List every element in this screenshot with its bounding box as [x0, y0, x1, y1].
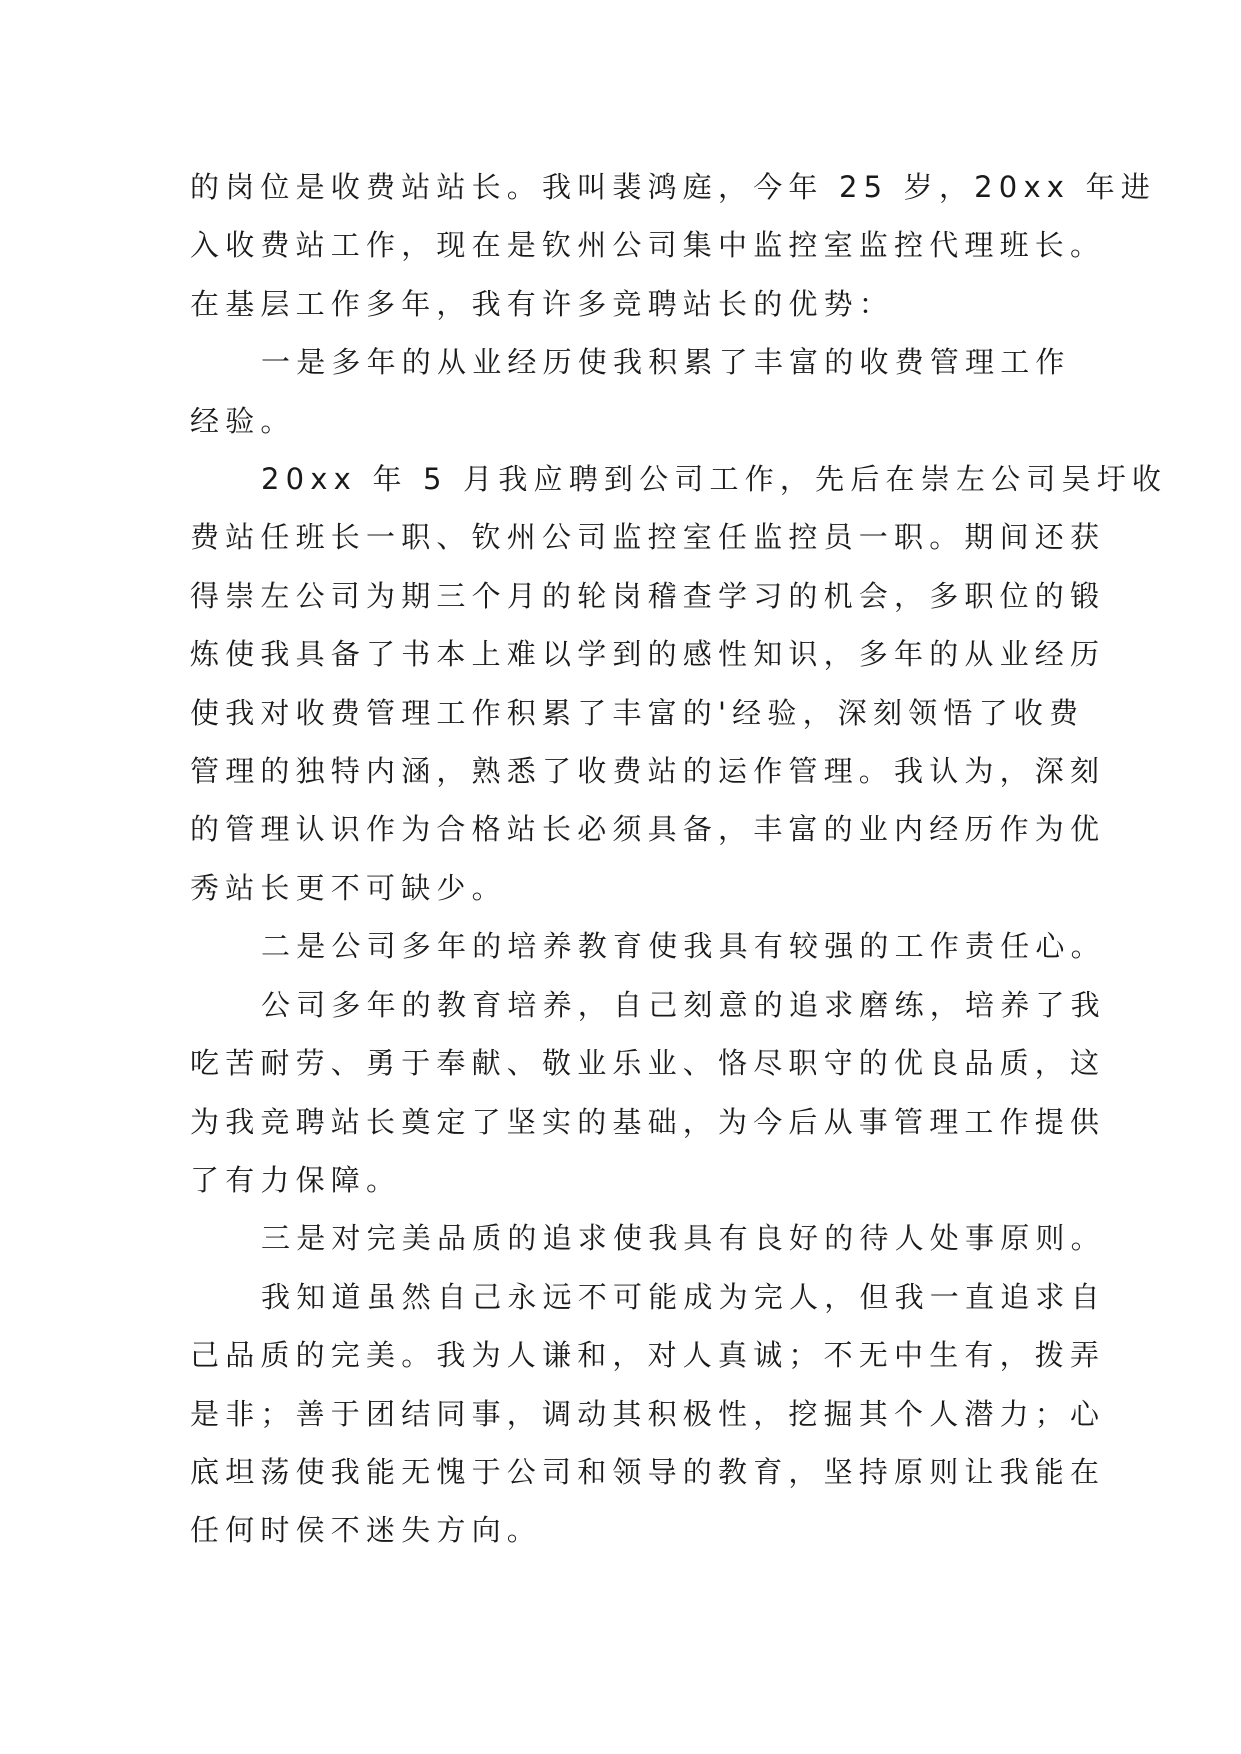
text-line: 在基层工作多年，我有许多竞聘站长的优势：	[190, 286, 895, 321]
text-line: 一是多年的从业经历使我积累了丰富的收费管理工作	[261, 345, 1071, 380]
paragraph-point-two-body	[190, 976, 1106, 1210]
paragraph-intro	[190, 158, 1156, 333]
text-line: 二是公司多年的培养教育使我具有较强的工作责任心。	[261, 929, 1106, 964]
text-line: 我知道虽然自己永远不可能成为完人，但我一直追求自	[261, 1279, 1106, 1314]
paragraph-point-two-heading	[190, 917, 1106, 975]
text-line: 使我对收费管理工作积累了丰富的'经验，深刻领悟了收费	[190, 695, 1085, 730]
text-line: 的管理认识作为合格站长必须具备，丰富的业内经历作为优	[190, 812, 1106, 847]
paragraph-point-three-heading	[190, 1209, 1106, 1267]
text-line: 己品质的完美。我为人谦和，对人真诚；不无中生有，拨弄	[190, 1338, 1106, 1373]
text-line: 三是对完美品质的追求使我具有良好的待人处事原则。	[261, 1221, 1106, 1256]
text-line: 底坦荡使我能无愧于公司和领导的教育，坚持原则让我能在	[190, 1454, 1106, 1489]
document-body	[190, 158, 1168, 1560]
text-line: 入收费站工作，现在是钦州公司集中监控室监控代理班长。	[190, 228, 1106, 263]
text-line: 是非；善于团结同事，调动其积极性，挖掘其个人潜力；心	[190, 1396, 1106, 1431]
text-line: 经验。	[190, 403, 296, 438]
text-line: 公司多年的教育培养，自己刻意的追求磨练，培养了我	[261, 987, 1106, 1022]
paragraph-point-one-body	[190, 450, 1168, 917]
text-line: 的岗位是收费站站长。我叫裴鸿庭，今年 25 岁，20xx 年进	[190, 170, 1156, 204]
paragraph-point-one-heading	[190, 333, 1070, 450]
text-line: 得崇左公司为期三个月的轮岗稽查学习的机会，多职位的锻	[190, 578, 1106, 613]
text-line: 秀站长更不可缺少。	[190, 870, 507, 905]
text-line: 为我竞聘站长奠定了坚实的基础，为今后从事管理工作提供	[190, 1104, 1106, 1139]
text-line: 炼使我具备了书本上难以学到的感性知识，多年的从业经历	[190, 637, 1106, 672]
text-line: 了有力保障。	[190, 1162, 402, 1197]
text-line: 管理的独特内涵，熟悉了收费站的运作管理。我认为，深刻	[190, 754, 1106, 789]
text-line: 任何时侯不迷失方向。	[190, 1513, 543, 1548]
text-line: 费站任班长一职、钦州公司监控室任监控员一职。期间还获	[190, 520, 1106, 555]
text-line: 吃苦耐劳、勇于奉献、敬业乐业、恪尽职守的优良品质，这	[190, 1046, 1106, 1081]
paragraph-point-three-body	[190, 1268, 1106, 1560]
text-line: 20xx 年 5 月我应聘到公司工作，先后在崇左公司吴圩收	[261, 462, 1168, 497]
